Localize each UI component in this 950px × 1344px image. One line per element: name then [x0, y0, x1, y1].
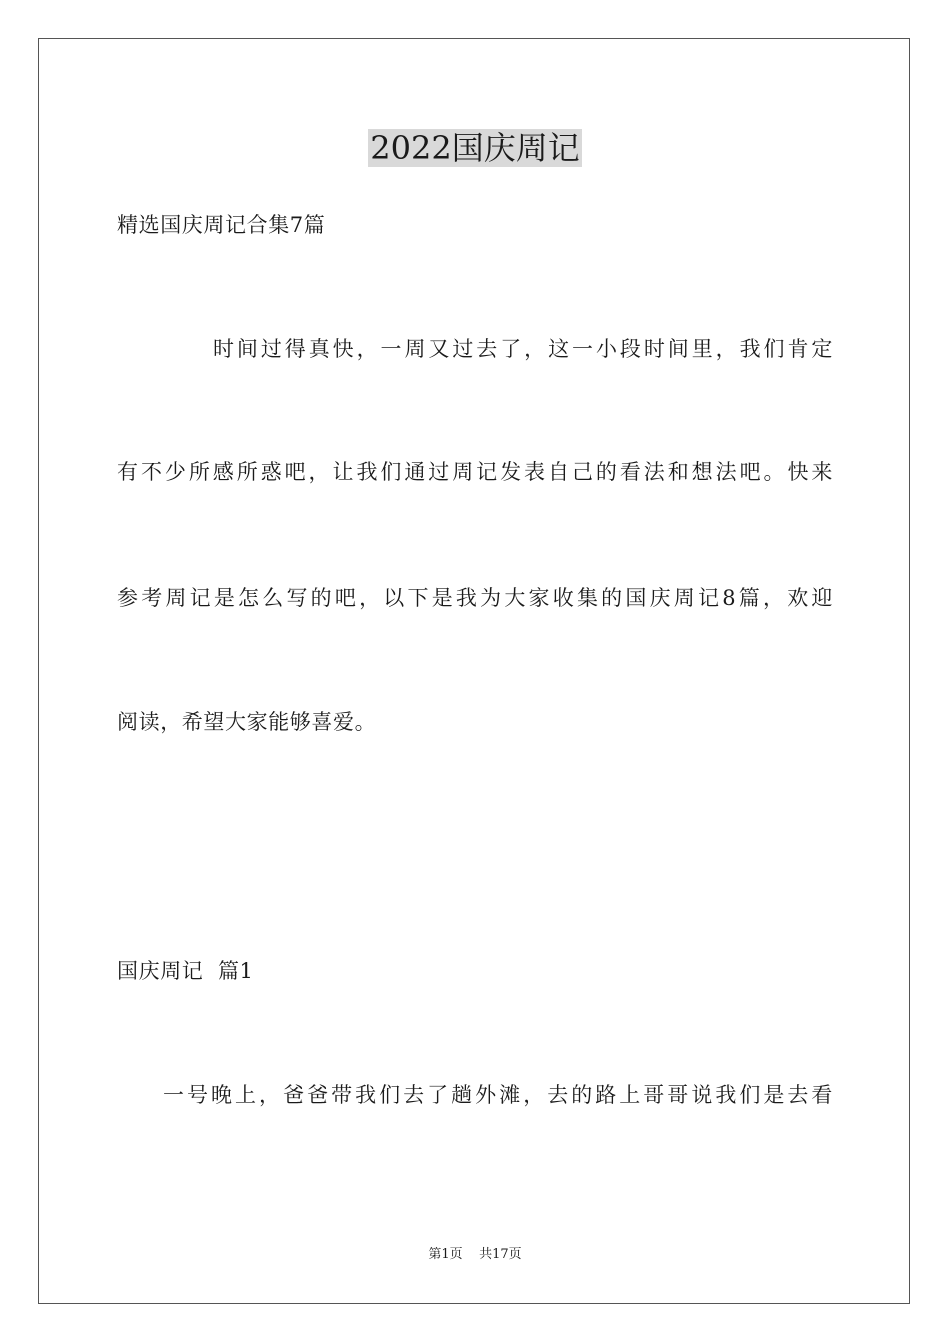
intro-line-2: 有不少所感所惑吧，让我们通过周记发表自己的看法和想法吧。快来	[117, 460, 833, 484]
document-title	[0, 126, 950, 170]
document-title-text: 2022国庆周记	[370, 129, 580, 167]
intro-line-1: 时间过得真快，一周又过去了，这一小段时间里，我们肯定	[213, 337, 833, 361]
intro-line-3: 参考周记是怎么写的吧，以下是我为大家收集的国庆周记8篇，欢迎	[117, 586, 833, 610]
page-number-footer: 第1页 共17页	[428, 1247, 522, 1262]
document-subtitle: 精选国庆周记合集7篇	[117, 213, 326, 237]
section-paragraph-line-1: 一号晚上，爸爸带我们去了趟外滩，去的路上哥哥说我们是去看	[163, 1083, 833, 1107]
intro-line-4: 阅读，希望大家能够喜爱。	[117, 710, 377, 734]
section-heading: 国庆周记 篇1	[117, 959, 254, 983]
